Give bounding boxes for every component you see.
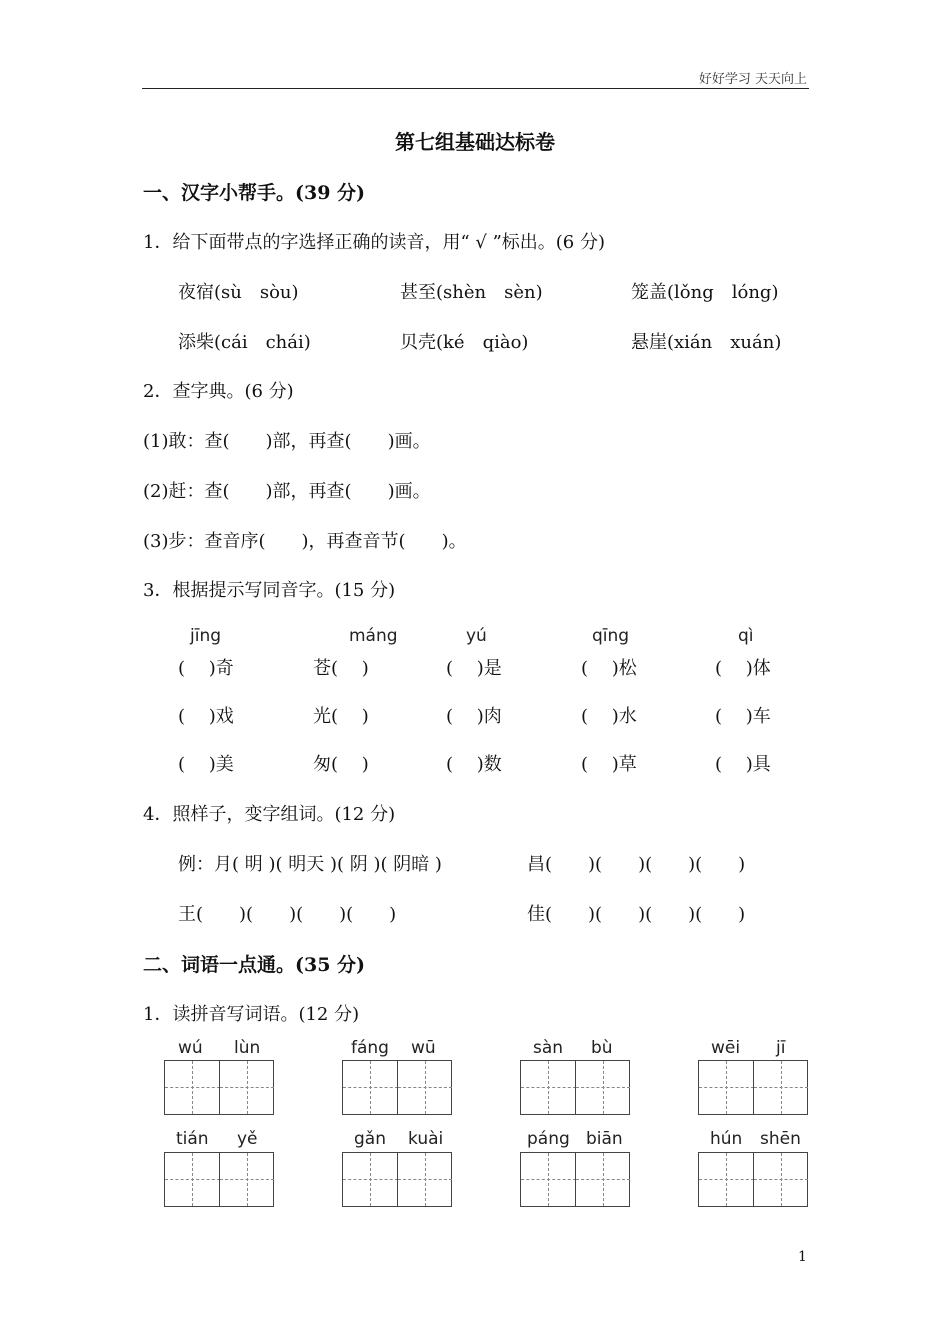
grid-pinyin: bù	[591, 1038, 613, 1058]
grid-cell[interactable]	[219, 1153, 274, 1206]
writing-grid[interactable]	[520, 1152, 630, 1207]
grid-cell[interactable]	[521, 1061, 576, 1114]
s2-q1-prompt: 1．读拼音写词语。(12 分)	[143, 1004, 360, 1025]
grid-pinyin: lùn	[234, 1038, 261, 1058]
q3-cell: 匆( )	[313, 754, 369, 775]
q3-cell: ( )水	[581, 706, 637, 727]
q1-item: 添柴(cái chái)	[178, 332, 311, 353]
q3-pinyin: qīng	[592, 626, 630, 646]
grid-pinyin: hún	[710, 1129, 743, 1149]
q3-cell: ( )是	[446, 658, 502, 679]
q1-item: 夜宿(sù sòu)	[178, 282, 299, 303]
q3-cell: ( )体	[715, 658, 771, 679]
q2-line: (2)赶：查( )部，再查( )画。	[143, 481, 431, 502]
q4-prompt: 4．照样子，变字组词。(12 分)	[143, 804, 396, 825]
grid-pinyin: yě	[237, 1129, 258, 1149]
q4-line: 王( )( )( )( )	[178, 904, 397, 925]
q3-cell: ( )数	[446, 754, 502, 775]
q3-cell: ( )松	[581, 658, 637, 679]
grid-pinyin: páng	[527, 1129, 570, 1149]
grid-cell[interactable]	[165, 1061, 220, 1114]
grid-cell[interactable]	[397, 1153, 452, 1206]
grid-pinyin: tián	[176, 1129, 209, 1149]
q3-cell: ( )车	[715, 706, 771, 727]
grid-cell[interactable]	[219, 1061, 274, 1114]
q4-line: 昌( )( )( )( )	[527, 854, 746, 875]
q1-item: 悬崖(xián xuán)	[631, 332, 782, 353]
grid-cell[interactable]	[753, 1061, 808, 1114]
q1-prompt: 1．给下面带点的字选择正确的读音，用“ √ ”标出。(6 分)	[143, 232, 605, 253]
writing-grid[interactable]	[164, 1152, 274, 1207]
grid-cell[interactable]	[521, 1153, 576, 1206]
grid-cell[interactable]	[165, 1153, 220, 1206]
grid-pinyin: sàn	[533, 1038, 564, 1058]
q2-line: (3)步：查音序( )，再查音节( )。	[143, 531, 467, 552]
grid-pinyin: shēn	[760, 1129, 801, 1149]
writing-grid[interactable]	[342, 1152, 452, 1207]
q3-cell: ( )肉	[446, 706, 502, 727]
grid-pinyin: wēi	[711, 1038, 741, 1058]
grid-cell[interactable]	[753, 1153, 808, 1206]
header-divider	[142, 88, 809, 89]
q3-pinyin: yú	[466, 626, 487, 646]
writing-grid[interactable]	[698, 1060, 808, 1115]
grid-pinyin: wū	[411, 1038, 436, 1058]
q3-cell: ( )美	[178, 754, 234, 775]
grid-cell[interactable]	[699, 1061, 754, 1114]
section-2-heading: 二、词语一点通。(35 分)	[143, 954, 366, 976]
writing-grid[interactable]	[520, 1060, 630, 1115]
q1-item: 笼盖(lǒng lóng)	[631, 282, 779, 303]
q1-item: 甚至(shèn sèn)	[400, 282, 543, 303]
q4-example: 例：月( 明 )( 明天 )( 阴 )( 阴暗 )	[178, 854, 442, 875]
q3-cell: 苍( )	[313, 658, 369, 679]
q2-prompt: 2．查字典。(6 分)	[143, 381, 294, 402]
grid-cell[interactable]	[575, 1061, 630, 1114]
q3-cell: 光( )	[313, 706, 369, 727]
q3-cell: ( )奇	[178, 658, 234, 679]
grid-pinyin: jī	[776, 1038, 786, 1058]
q1-item: 贝壳(ké qiào)	[400, 332, 529, 353]
writing-grid[interactable]	[342, 1060, 452, 1115]
grid-cell[interactable]	[575, 1153, 630, 1206]
q3-cell: ( )具	[715, 754, 771, 775]
q3-cell: ( )戏	[178, 706, 234, 727]
header-motto: 好好学习 天天向上	[698, 72, 807, 87]
q2-line: (1)敢：查( )部，再查( )画。	[143, 431, 431, 452]
grid-cell[interactable]	[699, 1153, 754, 1206]
q4-line: 佳( )( )( )( )	[527, 904, 746, 925]
q3-prompt: 3．根据提示写同音字。(15 分)	[143, 580, 396, 601]
grid-cell[interactable]	[343, 1061, 398, 1114]
q3-pinyin: qì	[738, 626, 754, 646]
writing-grid[interactable]	[164, 1060, 274, 1115]
writing-grid[interactable]	[698, 1152, 808, 1207]
page-number: 1	[798, 1249, 807, 1265]
grid-pinyin: wú	[178, 1038, 203, 1058]
q3-cell: ( )草	[581, 754, 637, 775]
grid-cell[interactable]	[397, 1061, 452, 1114]
grid-pinyin: biān	[586, 1129, 623, 1149]
q3-pinyin: máng	[349, 626, 398, 646]
grid-pinyin: fáng	[351, 1038, 389, 1058]
grid-pinyin: gǎn	[354, 1129, 386, 1149]
section-1-heading: 一、汉字小帮手。(39 分)	[143, 182, 366, 204]
q3-pinyin: jīng	[190, 626, 222, 646]
page-title: 第七组基础达标卷	[395, 130, 555, 154]
grid-cell[interactable]	[343, 1153, 398, 1206]
grid-pinyin: kuài	[408, 1129, 444, 1149]
